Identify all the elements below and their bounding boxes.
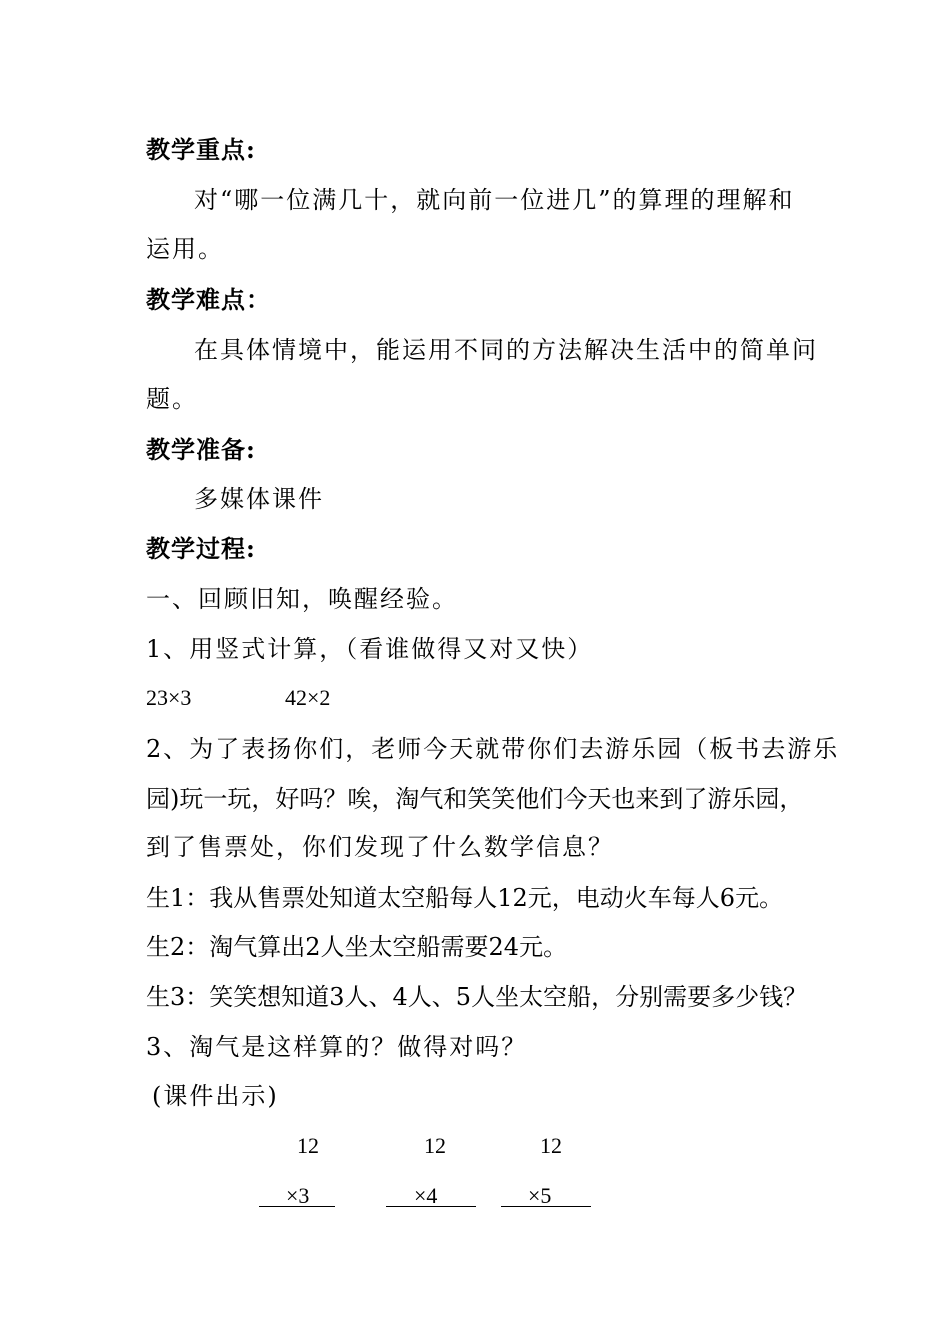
process-step-1: 1、用竖式计算，（看谁做得又对又快） [146, 635, 594, 663]
mult-1-top: 12 [297, 1133, 319, 1158]
process-step-2-line3: 到了售票处，你们发现了什么数学信息？ [146, 833, 614, 861]
difficulty-heading: 教学难点： [146, 285, 271, 314]
mult-1-underline [259, 1206, 335, 1207]
mult-3-top: 12 [540, 1133, 562, 1158]
mult-2-bottom: ×4 [414, 1183, 438, 1208]
prep-text: 多媒体课件 [194, 485, 324, 513]
process-step-3: 3、淘气是这样算的？做得对吗？ [146, 1033, 528, 1061]
mult-2-top: 12 [424, 1133, 446, 1158]
student-answer-1: 生1：我从售票处知道太空船每人12元，电动火车每人6元。 [146, 884, 784, 912]
mult-2-underline [386, 1206, 476, 1207]
focus-heading: 教学重点: [146, 135, 256, 164]
student-answer-2: 生2：淘气算出2人坐太空船需要24元。 [146, 933, 568, 961]
mult-3-bottom: ×5 [528, 1183, 552, 1208]
mult-1-bottom: ×3 [286, 1183, 310, 1208]
calc-problem-a: 23×3 [146, 685, 192, 710]
focus-text-line2: 运用。 [146, 235, 224, 263]
difficulty-text-line1: 在具体情境中，能运用不同的方法解决生活中的简单问 [194, 336, 818, 364]
focus-text-line1: 对“哪一位满几十，就向前一位进几”的算理的理解和 [194, 186, 795, 214]
prep-heading: 教学准备: [146, 435, 256, 464]
process-heading: 教学过程: [146, 534, 256, 563]
courseware-note: (课件出示) [152, 1082, 279, 1110]
process-step-review: 一、回顾旧知，唤醒经验。 [146, 585, 458, 613]
mult-3-underline [501, 1206, 591, 1207]
process-step-2-line1: 2、为了表扬你们，老师今天就带你们去游乐园（板书去游乐 [146, 735, 840, 763]
student-answer-3: 生3：笑笑想知道3人、4人、5人坐太空船，分别需要多少钱？ [146, 983, 808, 1011]
difficulty-text-line2: 题。 [146, 385, 198, 413]
process-step-2-line2: 园)玩一玩，好吗？唉，淘气和笑笑他们今天也来到了游乐园， [146, 785, 804, 813]
calc-problem-b: 42×2 [285, 685, 331, 710]
